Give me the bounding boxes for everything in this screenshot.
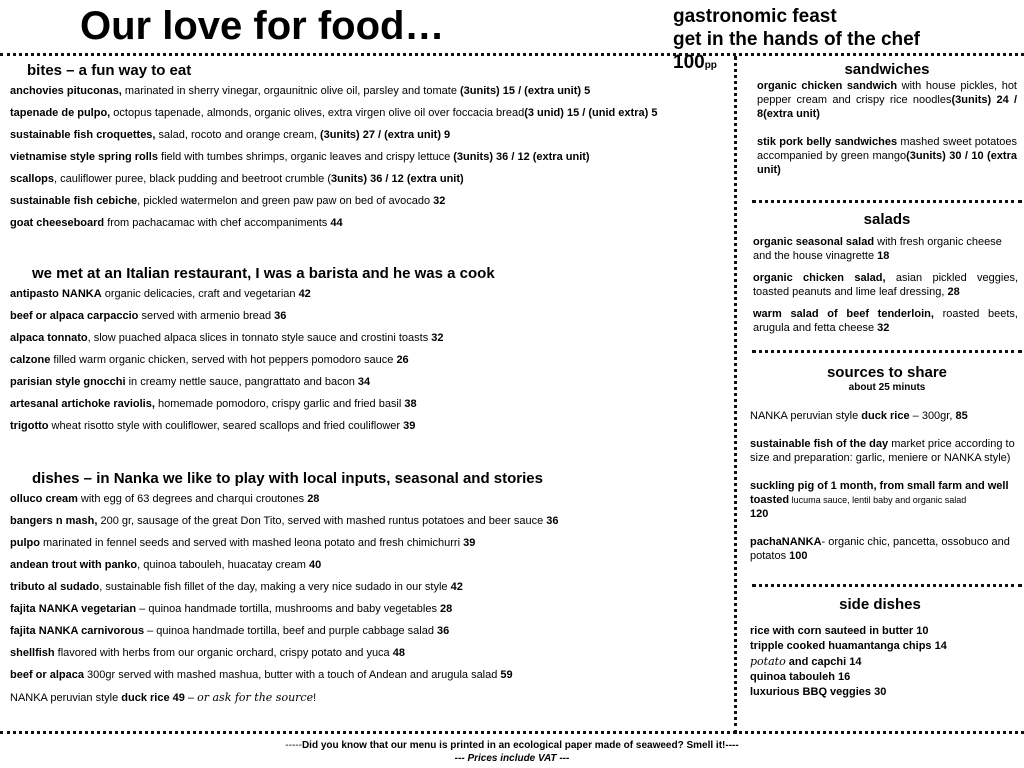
list-item [750, 437, 1018, 465]
item-name: pulpo [10, 537, 40, 549]
list-item [757, 79, 1017, 121]
item-desc: , pickled watermelon and green paw paw on bed of avocado [137, 195, 434, 207]
item-desc: ! [313, 692, 317, 704]
list-item [10, 107, 657, 129]
item-name: beef or alpaca carpaccio [10, 310, 139, 322]
item-price: 28 [307, 493, 320, 505]
dishes-list [10, 493, 559, 713]
item-desc: – [184, 692, 198, 704]
item-desc: 200 gr, sausage of the great Don Tito, served with mashed runtus potatoes and beer sauce [97, 515, 547, 527]
item-desc: organic delicacies, craft and vegetarian [101, 288, 299, 300]
item-desc: marinated in fennel seeds and served with mashed leona potato and fresh chimichurri [39, 537, 464, 549]
item-price: 36 [546, 515, 559, 527]
list-item [10, 398, 444, 420]
list-item [10, 603, 559, 625]
item-name: alpaca tonnato [10, 332, 88, 344]
item-name: andean trout with panko [10, 559, 138, 571]
page-title: Our love for food… [80, 4, 445, 48]
list-item [10, 195, 657, 217]
item-desc: flavored with herbs from our organic orchard, crispy potato and yuca [54, 647, 393, 659]
item-price: (3units) 36 / 12 (extra unit) [453, 151, 590, 163]
item-desc: , sustainable fish fillet of the day, making a very nice sudado in our style [99, 581, 451, 593]
item-desc: wheat risotto style with couliflower, seared scallops and fried couliflower [48, 420, 404, 432]
item-desc: with fresh organic cheese and the house vinagrette [753, 236, 1002, 262]
item-price: 18 [877, 250, 890, 262]
item-price: 38 [404, 398, 417, 410]
item-text: and capchi 14 [785, 656, 862, 668]
list-item [10, 85, 657, 107]
list-item [10, 420, 444, 442]
item-price: (3units) 30 / 10 (extra unit) [757, 150, 1017, 176]
item-price: (3 unid) 15 / (unid extra) 5 [524, 107, 658, 119]
footer-vat: --- Prices include VAT --- [454, 753, 570, 764]
item-desc: – quinoa handmade tortilla, mushrooms and baby vegetables [136, 603, 441, 615]
item-desc: filled warm organic chicken, served with hot peppers pomodoro sauce [50, 354, 397, 366]
salads-title: salads [863, 211, 911, 228]
item-price: 59 [500, 669, 513, 681]
list-item [750, 535, 1018, 563]
item-price: 48 [392, 647, 405, 659]
list-item [10, 129, 657, 151]
item-price: 26 [396, 354, 409, 366]
item-desc: 300gr served with mashed mashua, butter with a touch of Andean and arugula salad [83, 669, 501, 681]
item-desc: asian pickled veggies, toasted peanuts and lime leaf dressing, [753, 272, 1018, 298]
item-desc: from pachacamac with chef accompaniments [104, 217, 331, 229]
item-desc: market price according to size and preparation: garlic, meniere or NANKA style) [750, 438, 1015, 464]
bites-list [10, 85, 657, 239]
item-desc: NANKA peruvian style [10, 692, 122, 704]
footer-dashes: ----- [285, 740, 302, 751]
list-item [10, 288, 444, 310]
item-desc: with house pickles, hot pepper cream and crispy rice noodles [757, 80, 1017, 106]
list-item [753, 271, 1018, 299]
list-item [10, 647, 559, 669]
footer-text: Did you know that our menu is printed in an ecological paper made of seaweed? Smell it!---- [301, 740, 739, 751]
item-name: suckling pig of 1 month, from small farm and well toasted [750, 480, 1009, 506]
list-item [750, 409, 1018, 423]
item-desc: , slow puached alpaca slices in tonnato style sauce and crostini toasts [87, 332, 432, 344]
item-price: 3units) 36 / 12 (extra unit) [331, 173, 464, 185]
dishes-title: dishes – in Nanka we like to play with local inputs, seasonal and stories [32, 470, 543, 487]
item-desc: , quinoa tabouleh, huacatay cream [137, 559, 309, 571]
item-price: 100 [789, 550, 808, 562]
item-name: beef or alpaca [10, 669, 84, 681]
item-name: sustainable fish croquettes, [10, 129, 156, 141]
offer-line-1: gastronomic feast [673, 6, 837, 27]
item-price: (3units) 24 / 8(extra unit) [757, 94, 1018, 120]
item-desc: homemade pomodoro, crispy garlic and fried basil [154, 398, 405, 410]
item-price: (3units) 27 / (extra unit) 9 [319, 129, 451, 141]
list-item [750, 654, 1018, 670]
footer-note [0, 739, 1024, 752]
item-desc: marinated in sherry vinegar, orgaunitnic olive oil, parsley and tomate [121, 85, 460, 97]
item-name: pachaNANKA [750, 536, 822, 548]
sandwiches-title: sandwiches [844, 61, 930, 78]
share-subtitle: about 25 minuts [848, 382, 926, 393]
item-name: parisian style gnocchi [10, 376, 126, 388]
italian-list [10, 288, 444, 442]
item-desc: field with tumbes shrimps, organic leaves and crispy lettuce [157, 151, 454, 163]
list-item [10, 691, 559, 713]
list-item [10, 354, 444, 376]
item-price: 42 [450, 581, 463, 593]
list-item: rice with corn sauteed in butter 10 [750, 625, 929, 637]
list-item [10, 173, 657, 195]
item-desc: NANKA peruvian style [750, 410, 862, 422]
item-desc: – quinoa handmade tortilla, beef and purple cabbage salad [144, 625, 438, 637]
item-name: stik pork belly sandwiches [757, 136, 898, 148]
offer-price-value: 100 [673, 52, 705, 73]
item-price: (3units) 15 / (extra unit) 5 [460, 85, 591, 97]
item-price: 32 [877, 322, 890, 334]
item-name: artesanal artichoke raviolis, [10, 398, 155, 410]
item-name: duck rice 49 [121, 692, 185, 704]
item-name: shellfish [10, 647, 55, 659]
share-list [750, 409, 1018, 571]
item-desc: mashed sweet potatoes accompanied by green mango [757, 136, 1017, 162]
item-name: goat cheeseboard [10, 217, 105, 229]
item-name: trigotto [10, 420, 49, 432]
list-item [10, 669, 559, 691]
bottom-divider [0, 731, 1024, 734]
handwritten-note: or ask for the source [197, 691, 314, 704]
divider-salads-share [752, 350, 1022, 353]
item-name: antipasto NANKA [10, 288, 102, 300]
item-price: 28 [947, 286, 960, 298]
divider-share-side [752, 584, 1022, 587]
handwritten-note: potato [750, 655, 786, 668]
item-name: warm salad of beef tenderloin, [753, 308, 934, 320]
item-desc: - organic chic, pancetta, ossobuco and potatos [750, 536, 1010, 562]
side-title: side dishes [839, 596, 921, 613]
list-item: tripple cooked huamantanga chips 14 [750, 640, 947, 652]
item-price: 28 [440, 603, 453, 615]
list-item [753, 235, 1018, 263]
item-price: 36 [274, 310, 287, 322]
list-item [10, 515, 559, 537]
list-item [10, 493, 559, 515]
list-item [10, 332, 444, 354]
item-name: organic chicken sandwich [757, 80, 898, 92]
list-item [10, 310, 444, 332]
item-name: scallops [10, 173, 55, 185]
top-divider [0, 53, 1024, 56]
item-desc: roasted beets, arugula and fetta cheese [753, 308, 1018, 334]
item-name: tributo al sudado [10, 581, 100, 593]
offer-line-2: get in the hands of the chef [673, 29, 921, 50]
list-item [10, 559, 559, 581]
bites-title: bites – a fun way to eat [27, 62, 192, 79]
italian-title: we met at an Italian restaurant, I was a barista and he was a cook [32, 265, 495, 282]
item-price: 34 [357, 376, 371, 388]
item-name: calzone [10, 354, 51, 366]
item-price: 32 [431, 332, 444, 344]
item-desc: served with armenio bread [138, 310, 275, 322]
sandwiches-list [757, 79, 1017, 185]
item-name: olluco cream [10, 493, 78, 505]
item-name: fajita NANKA carnivorous [10, 625, 145, 637]
item-price: 32 [433, 195, 446, 207]
list-item [10, 625, 559, 647]
item-name: tapenade de pulpo, [10, 107, 111, 119]
item-name: fajita NANKA vegetarian [10, 603, 137, 615]
item-name: sustainable fish cebiche [10, 195, 138, 207]
item-price: 42 [298, 288, 311, 300]
footer [0, 739, 1024, 765]
item-name: duck rice [861, 410, 910, 422]
item-desc: in creamy nettle sauce, pangrattato and bacon [125, 376, 358, 388]
list-item [10, 217, 657, 239]
list-item [10, 581, 559, 603]
item-price: 40 [308, 559, 322, 571]
list-item [757, 135, 1017, 177]
item-name: sustainable fish of the day [750, 438, 889, 450]
list-item: luxurious BBQ veggies 30 [750, 686, 887, 698]
item-name: organic seasonal salad [753, 236, 875, 248]
list-item [10, 537, 559, 559]
item-name: organic chicken salad, [753, 272, 886, 284]
list-item [753, 307, 1018, 335]
item-price: 39 [463, 537, 476, 549]
item-desc: lucuma sauce, lentil baby and organic salad [789, 495, 967, 505]
list-item [750, 479, 1018, 521]
item-desc: salad, rocoto and orange cream, [155, 129, 320, 141]
item-name: bangers n mash, [10, 515, 98, 527]
salads-list [753, 235, 1018, 343]
item-name: vietnamise style spring rolls [10, 151, 158, 163]
list-item [10, 376, 444, 398]
item-name: anchovies pituconas, [10, 85, 122, 97]
column-divider [734, 56, 737, 734]
share-title: sources to share [826, 364, 948, 381]
item-price: 39 [403, 420, 416, 432]
offer-price-suffix: pp [704, 60, 717, 71]
list-item: quinoa tabouleh 16 [750, 671, 851, 683]
item-price: 85 [955, 410, 968, 422]
item-desc: , cauliflower puree, black pudding and beetroot crumble ( [54, 173, 332, 185]
item-desc: octopus tapenade, almonds, organic olives, extra virgen olive oil over foccacia bread [110, 107, 525, 119]
item-desc: with egg of 63 degrees and charqui croutones [77, 493, 308, 505]
side-list [750, 624, 1018, 700]
item-desc: – 300gr, [909, 410, 956, 422]
divider-sandwiches-salads [752, 200, 1022, 203]
item-price: 44 [330, 217, 343, 229]
item-price: 36 [437, 625, 450, 637]
item-price: 120 [750, 508, 769, 520]
list-item [10, 151, 657, 173]
